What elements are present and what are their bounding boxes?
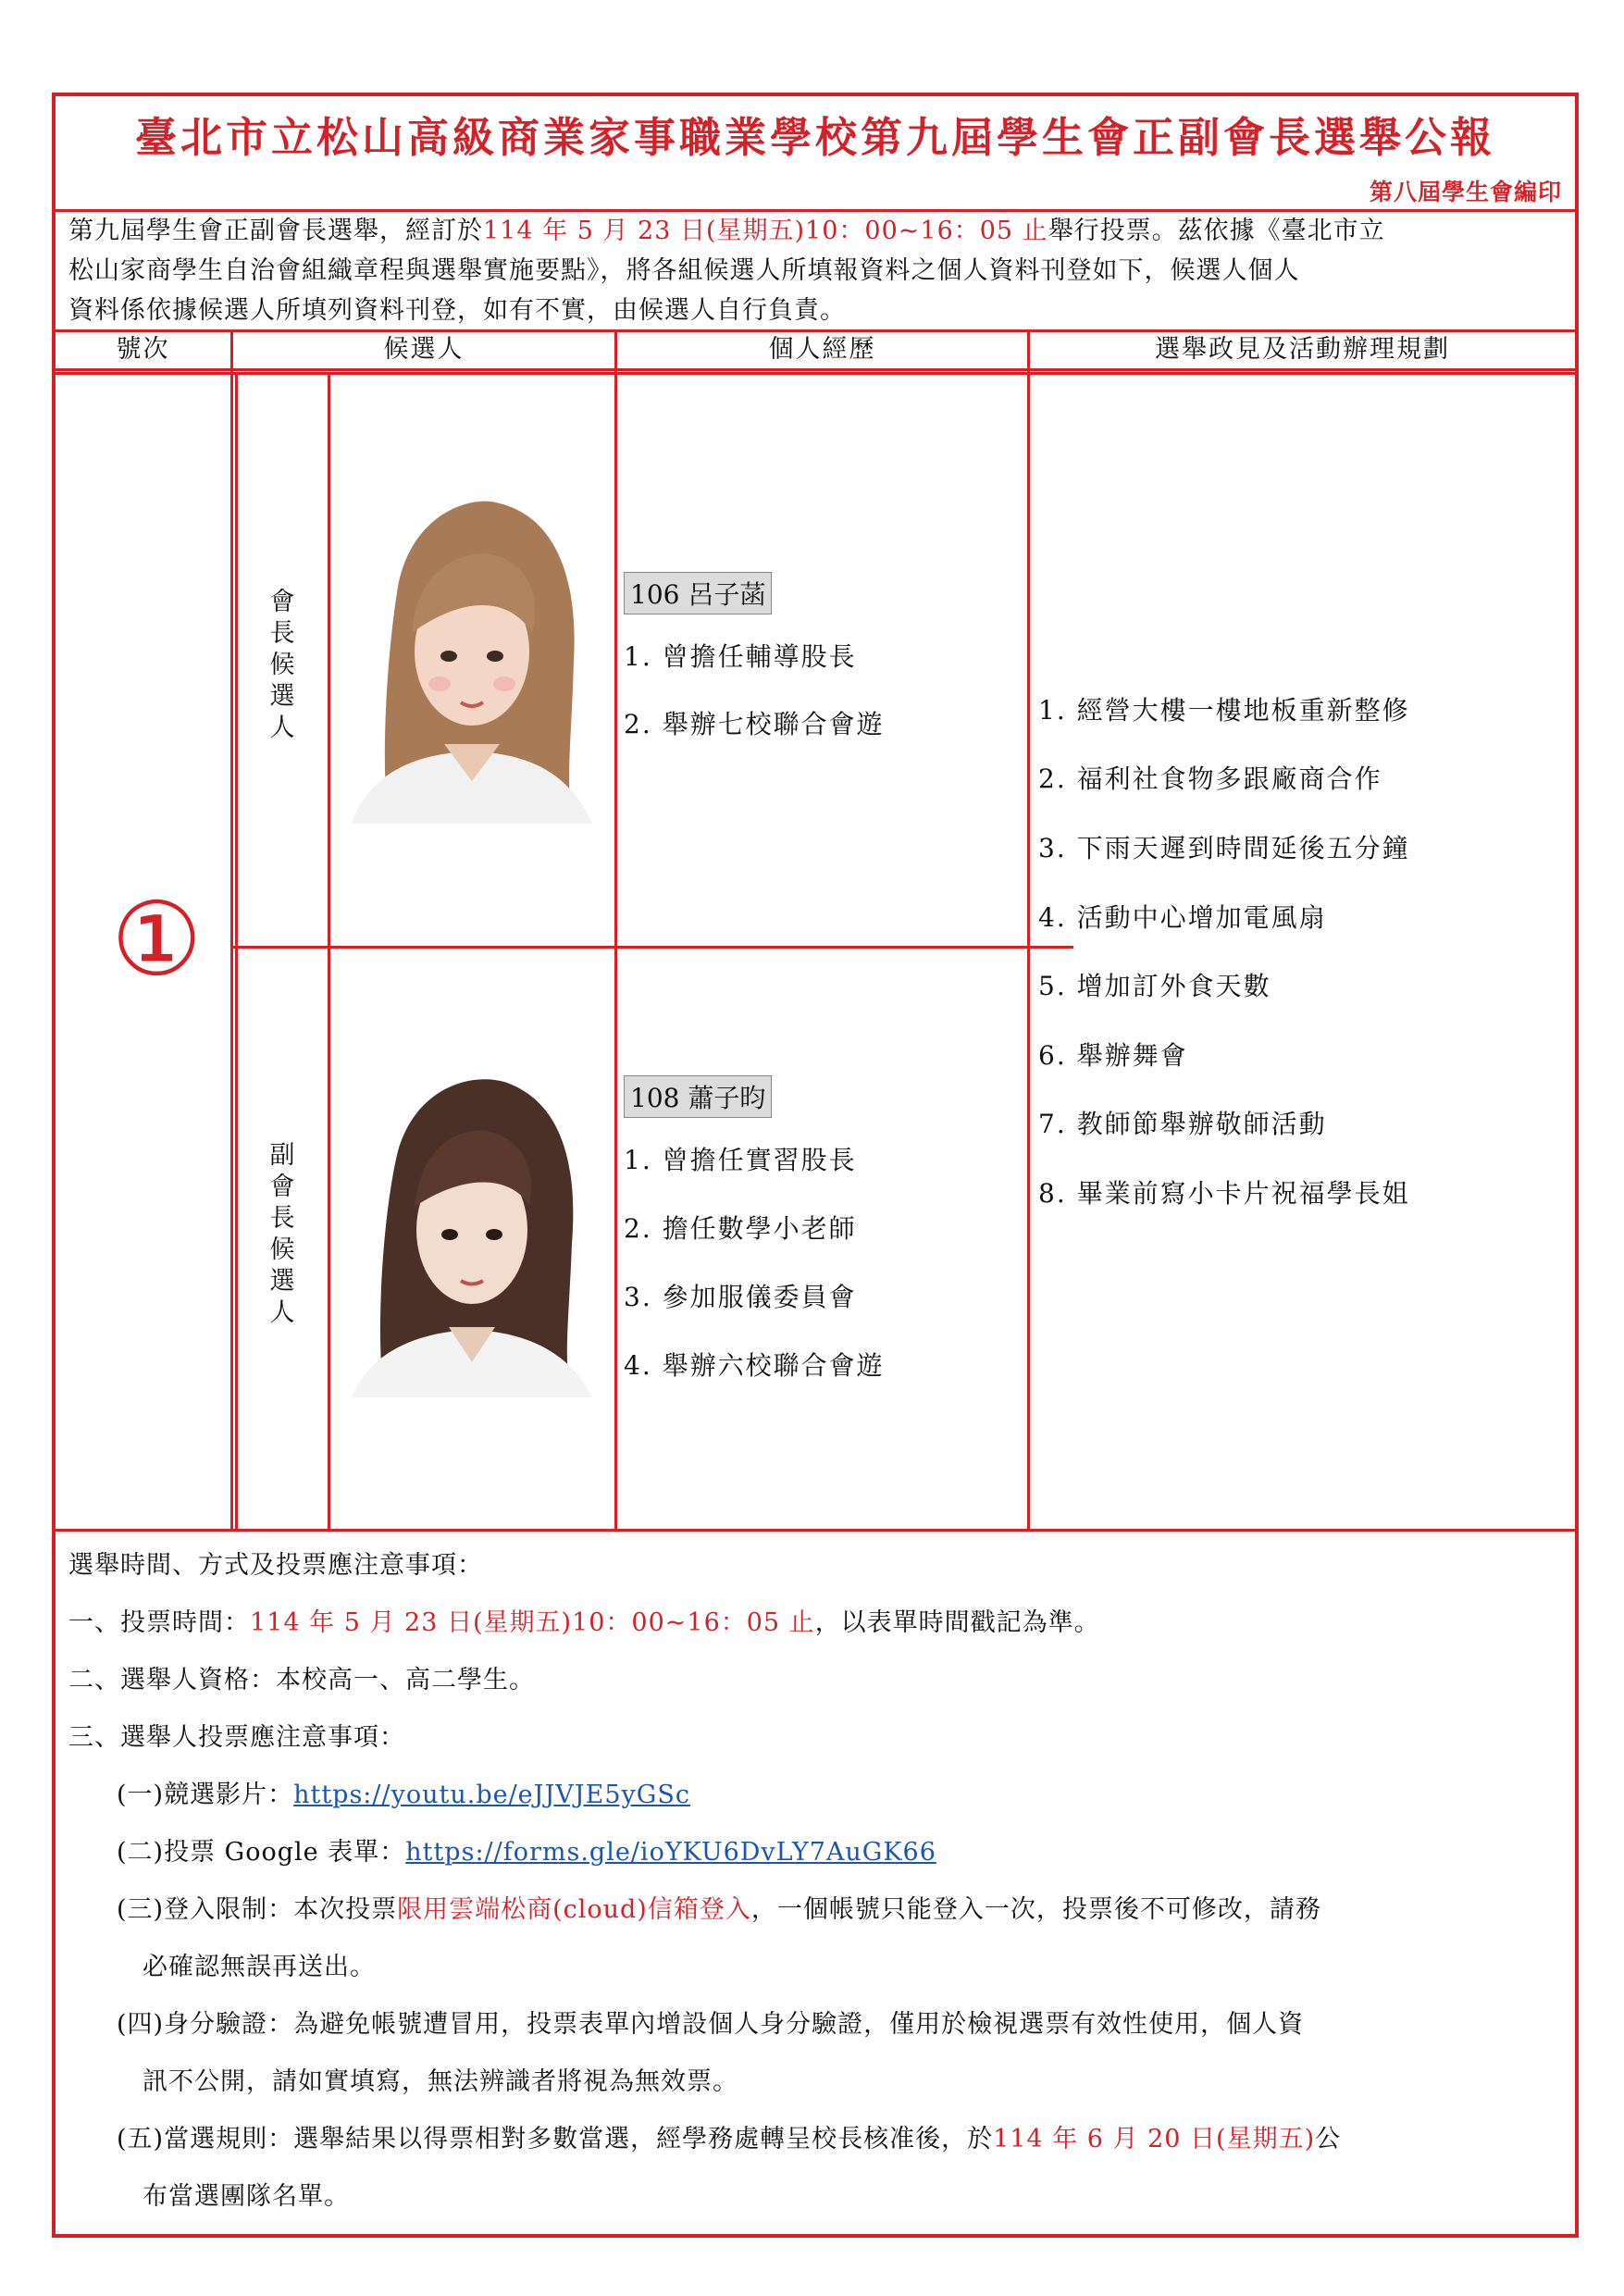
vice-president-name [624,1075,772,1118]
vice-president-experience-item: 4. 舉辦六校聯合會遊 [624,1350,885,1381]
notes-sub-verification: (四)身分驗證：為避免帳號遭冒用，投票表單內增設個人身分驗證，僅用於檢視選票有效性使用，個人資 [117,2010,1305,2039]
notes-voting-date: 114 年 5 月 23 日(星期五)10：00~16：05 止 [250,1608,815,1637]
role-label-char: 選 [269,682,295,711]
header-number: 號次 [116,335,170,364]
intro-paragraph [68,211,1568,330]
vice-president-experience-item: 3. 參加服儀委員會 [624,1282,857,1312]
notes-login-restriction: 限用雲端松商(cloud)信箱登入 [397,1895,751,1924]
notes-text: (五)當選規則：選舉結果以得票相對多數當選，經學務處轉呈校長核准後，於 [117,2125,994,2153]
notes-text: 一、投票時間： [68,1608,250,1637]
role-label-char: 選 [269,1267,295,1296]
role-label-char: 候 [269,1235,295,1264]
intro-text: 舉行投票。茲依據《臺北市立 [1048,217,1385,245]
voting-date: 114 年 5 月 23 日(星期五)10：00~16：05 止 [483,217,1048,245]
platform-item: 6. 舉辦舞會 [1038,1040,1188,1071]
notes-text: (二)投票 Google 表單： [117,1838,406,1867]
platform-item: 4. 活動中心增加電風扇 [1038,902,1327,933]
notes-item-voting-time [68,1602,1100,1638]
divider [56,368,1575,371]
platform-item: 1. 經營大樓一樓地板重新整修 [1038,695,1410,726]
notes-sub-login [117,1889,1321,1925]
role-label-char: 長 [269,619,295,648]
campaign-video-link[interactable]: https://youtu.be/eJJVJE5yGSc [293,1781,690,1809]
notes-item-eligibility: 二、選舉人資格：本校高一、高二學生。 [68,1666,535,1694]
divider [230,946,1073,949]
page-title: 臺北市立松山高級商業家事職業學校第九屆學生會正副會長選舉公報 [134,113,1495,162]
notes-sub-election-rule-cont: 布當選團隊名單。 [143,2182,350,2211]
divider [614,329,617,1531]
president-photo [333,476,609,824]
president-experience-item: 2. 舉辦七校聯合會遊 [624,709,885,739]
notes-item-rules: 三、選舉人投票應注意事項： [68,1723,405,1752]
role-label-char: 長 [269,1204,295,1233]
notes-sub-login-cont: 必確認無誤再送出。 [143,1953,376,1981]
platform-item: 2. 福利社食物多跟廠商合作 [1038,763,1382,794]
notes-sub-form [117,1831,936,1868]
role-label-char: 會 [269,1173,295,1201]
vice-president-experience-item: 2. 擔任數學小老師 [624,1213,857,1244]
divider [1027,329,1030,1531]
vice-president-photo [333,1049,609,1397]
header-experience: 個人經歷 [768,335,876,364]
divider [328,372,330,1531]
publisher-label: 第八屆學生會編印 [1369,179,1562,205]
president-name-badge: 106 呂子菡 [624,572,772,614]
notes-text: ，以表單時間戳記為準。 [814,1608,1100,1637]
notes-announce-date: 114 年 6 月 20 日(星期五) [993,2125,1316,2153]
role-label-char: 候 [269,651,295,679]
vice-president-experience-item: 1. 曾擔任實習股長 [624,1145,857,1175]
divider [56,372,1575,375]
president-name [624,572,772,614]
notes-heading: 選舉時間、方式及投票應注意事項： [68,1551,483,1580]
notes-sub-video [117,1774,690,1810]
vice-president-role-label [264,1140,301,1329]
header-candidate: 候選人 [383,335,465,364]
notes-text: (一)競選影片： [117,1781,294,1809]
notes-sub-verification-cont: 訊不公開，請如實填寫，無法辨識者將視為無效票。 [143,2067,738,2096]
president-experience-item: 1. 曾擔任輔導股長 [624,641,857,672]
header-platform: 選舉政見及活動辦理規劃 [1155,335,1450,364]
bulletin-frame [52,93,1579,2238]
role-label-char: 人 [269,714,295,742]
divider [230,329,233,1531]
platform-item: 3. 下雨天遲到時間延後五分鐘 [1038,833,1410,863]
intro-text: 第九屆學生會正副會長選舉，經訂於 [68,217,483,245]
notes-text: (三)登入限制：本次投票 [117,1895,398,1924]
intro-line: 松山家商學生自治會組織章程與選舉實施要點》，將各組候選人所填報資料之個人資料刊登如下，候選人個人 [68,256,1300,285]
vice-president-name-badge: 108 蕭子昀 [624,1075,772,1118]
voting-notes [68,1545,1568,2229]
platform-item: 8. 畢業前寫小卡片祝福學長姐 [1038,1178,1410,1209]
voting-form-link[interactable]: https://forms.gle/ioYKU6DvLY7AuGK66 [405,1838,936,1867]
role-label-char: 人 [269,1298,295,1327]
platform-item: 7. 教師節舉辦敬師活動 [1038,1109,1327,1139]
divider [235,372,238,1531]
president-role-label [264,587,301,744]
notes-text: 公 [1315,2125,1342,2153]
platform-item: 5. 增加訂外食天數 [1038,971,1271,1001]
intro-line: 資料係依據候選人所填列資料刊登，如有不實，由候選人自行負責。 [68,296,846,325]
notes-text: ，一個帳號只能登入一次，投票後不可修改，請務 [750,1895,1321,1924]
notes-sub-election-rule [117,2118,1341,2154]
role-label-char: 副 [269,1141,295,1170]
role-label-char: 會 [269,588,295,616]
divider [56,1529,1575,1532]
ticket-number: ① [111,880,203,999]
